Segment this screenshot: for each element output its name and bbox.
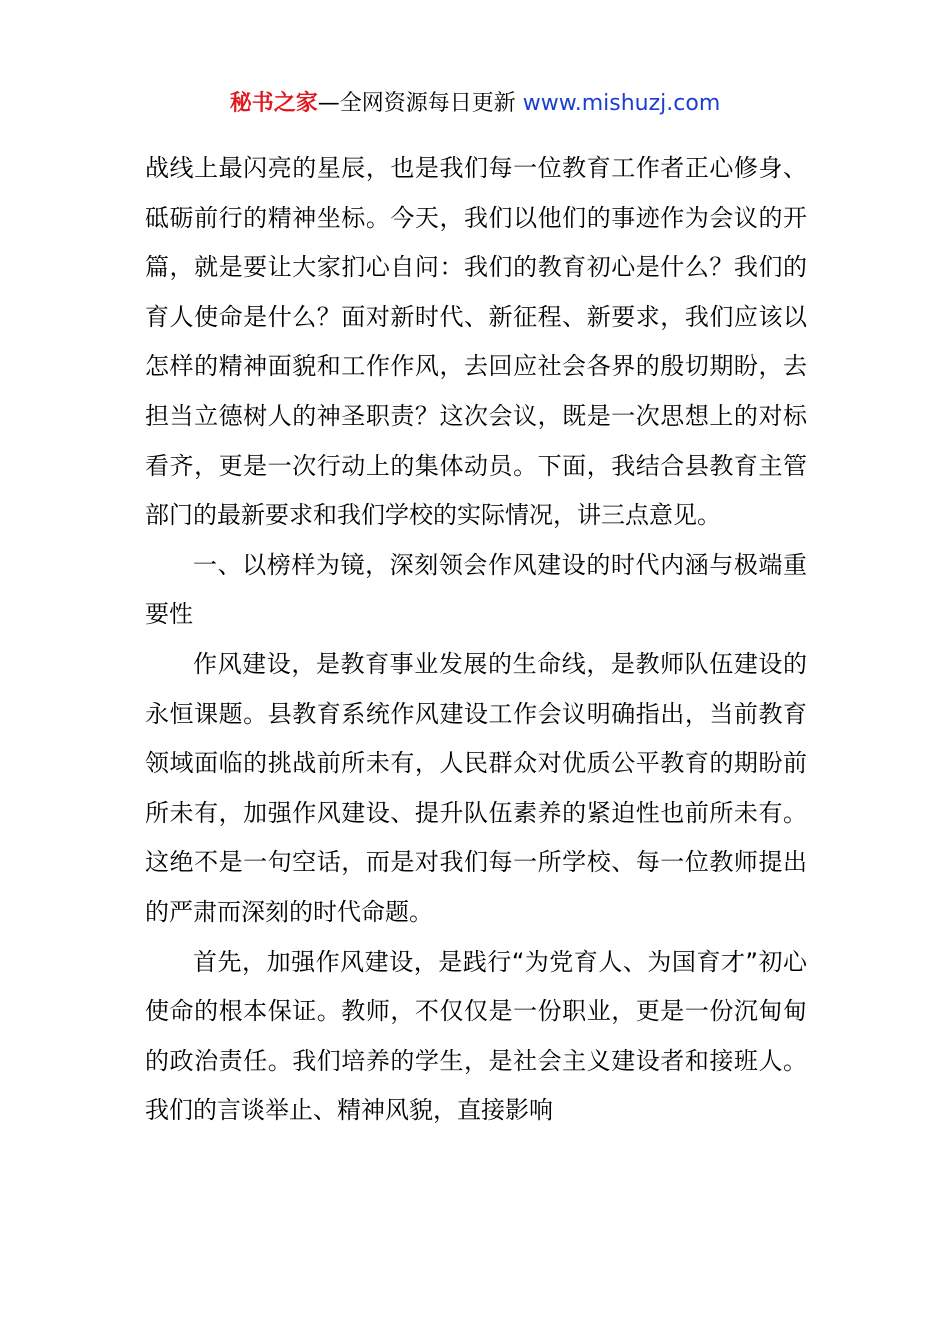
page-header [0, 88, 950, 120]
document-body [145, 144, 807, 1136]
site-brand: 秘书之家 [229, 91, 318, 116]
paragraph-continued: 战线上最闪亮的星辰，也是我们每一位教育工作者正心修身、砥砺前行的精神坐标。今天，我们以他们的事迹作为会议的开篇，就是要让大家扪心自问：我们的教育初心是什么？我们的育人使命是什么？面对新时代、新征程、新要求，我们应该以怎样的精神面貌和工作作风，去回应社会各界的殷切期盼，去担当立德树人的神圣职责？这次会议，既是一次思想上的对标看齐，更是一次行动上的集体动员。下面，我结合县教育主管部门的最新要求和我们学校的实际情况，讲三点意见。 [145, 154, 807, 530]
paragraph: 作风建设，是教育事业发展的生命线，是教师队伍建设的永恒课题。县教育系统作风建设工作会议明确指出，当前教育领域面临的挑战前所未有，人民群众对优质公平教育的期盼前所未有，加强作风建设、提升队伍素养的紧迫性也前所未有。这绝不是一句空话，而是对我们每一所学校、每一位教师提出的严肃而深刻的时代命题。 [145, 649, 807, 926]
paragraph: 首先，加强作风建设，是践行“为党育人、为国育才”初心使命的根本保证。教师，不仅仅是一份职业，更是一份沉甸甸的政治责任。我们培养的学生，是社会主义建设者和接班人。我们的言谈举止、精神风貌，直接影响 [145, 947, 807, 1125]
site-tagline: —全网资源每日更新 [317, 91, 516, 116]
site-url-link[interactable]: www.mishuzj.com [522, 91, 721, 116]
section-heading: 一、以榜样为镜，深刻领会作风建设的时代内涵与极端重要性 [145, 550, 807, 629]
